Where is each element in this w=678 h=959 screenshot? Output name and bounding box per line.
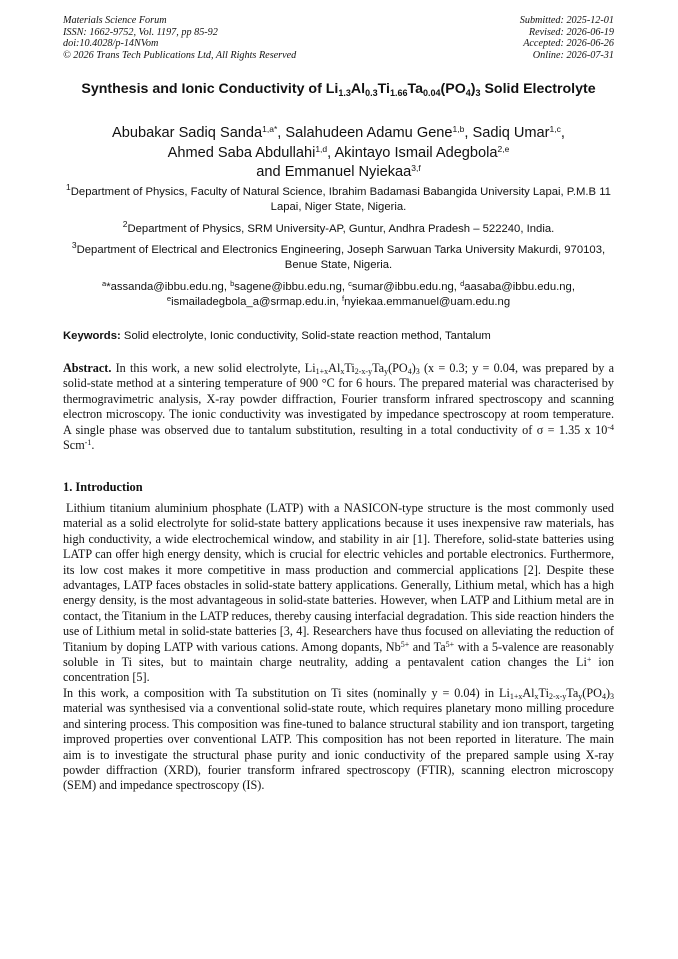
affiliation-2: $^2$Department of Physics, SRM University-AP, Guntur, Andhra Pradesh – 522240, India. — [122, 219, 555, 235]
email-list: $^a$*assanda@ibbu.edu.ng, $^b$sagene@ibbu.edu.ng, $^c$sumar@ibbu.edu.ng, $^d$aasaba@ibbu.edu.ng, $^e$ismailadegbola_a@srmap.edu.in, $^f$nyiekaa.emmanuel@uam.edu.ng — [102, 279, 575, 309]
email-link: sumar@ibbu.edu.ng, — [351, 281, 461, 293]
accepted-date: Accepted: 2026-06-26 — [523, 38, 614, 50]
intro-paragraph-2: In this work, a composition with Ta substitution on Ti sites (nominally y = 0.04) in $Li_{1+x}Al_xTi_{2-x-y}Ta_y(PO_4)_3$ material was synthesised via a conventional solid-state route, which requires planetary mono milling procedure and sintering process. This composition was fine-tuned to balance structural stability and ion transport, targeting improved properties over conventional LATP. This composition has not been reported in literature. The main aim is to investigate the structural phase purity and ionic conductivity of the prepared sample using X-ray powder diffraction (XRD), fourier transform infrared spectroscopy (FTIR), scanning electron microscopy (SEM) and impedance spectroscopy (IS). — [63, 685, 614, 793]
email-link: nyiekaa.emmanuel@uam.edu.ng — [344, 296, 511, 309]
email-link: sagene@ibbu.edu.ng, — [234, 281, 349, 293]
introduction-body — [63, 501, 614, 794]
email-link: *assanda@ibbu.edu.ng, — [106, 281, 231, 293]
author-name: Abubakar Sadiq Sanda — [112, 125, 263, 141]
author-name: and Emmanuel Nyiekaa — [256, 164, 412, 180]
intro-paragraph-1: Lithium titanium aluminium phosphate (LATP) with a NASICON-type structure is the most commonly used material as a solid electrolyte for solid-state battery applications because it uses inexpensive raw materials, has high conductivity, a wide electrochemical window, and stability in air [1]. Therefore, solid-state batteries using LATP can offer high energy density, which is crucial for electric vehicles and portable electronics. Furthermore, its low cost makes it more competitive in mass production and commercial applications [2]. Despite these advantages, LATP faces obstacles in solid-state battery applications. Generally, Lithium metal, which has a high energy density, is the most advantageous in solid-state batteries. However, when LATP and Lithium metal are in contact, the Titanium in the LATP reduces, thereby causing interfacial degradation. This side reaction hinders the use of Lithium metal in solid-state batteries [3, 4]. Researchers have thus focused on alleviating the reduction of Titanium by doping LATP with various cations. Among dopants, $Nb^{5+}$ and $Ta^{5+}$ with a 5-valence are reasonably soluble in Ti sites, but to maintain charge neutrality, adding a pentavalent cation changes the Li+ ion concentration [5]. — [63, 501, 614, 685]
abstract-label: Abstract. — [63, 361, 112, 375]
author-list — [63, 124, 614, 183]
keywords — [63, 329, 614, 343]
section-heading-introduction: 1. Introduction — [63, 480, 143, 494]
affiliation-1: $^1$Department of Physics, Faculty of Natural Science, Ibrahim Badamasi Babangida University Lapai, P.M.B 11 Lapai, Niger State, Nigeria. — [66, 182, 611, 214]
journal-name: Materials Science Forum — [63, 15, 167, 26]
copyright-line: © 2026 Trans Tech Publications Ltd, All Rights Reserved — [63, 49, 297, 61]
author-name: Akintayo Ismail Adegbola — [334, 144, 498, 161]
author-name: Salahudeen Adamu Gene — [285, 125, 453, 141]
author-line-1: Abubakar Sadiq Sanda$^{1,a*}$, Salahudeen Adamu Gene$^{1,b}$, Sadiq Umar$^{1,c}$, — [112, 124, 565, 141]
revised-date: Revised: 2026-06-19 — [528, 26, 614, 38]
doi-line: doi:10.4028/p-14NVom — [63, 38, 159, 50]
author-line-3: and Emmanuel Nyiekaa$^{3,f}$ — [256, 163, 421, 180]
dates-header — [520, 15, 614, 61]
abstract: Abstract. In this work, a new solid electrolyte, $Li_{1+x}Al_xTi_{2-x-y}Ta_y(PO_4)_3$ (x = 0.3; y = 0.04, was prepared by a solid-state method at a sintering temperature of 900 °C for 6 hours. The prepared material was characterised by thermogravimetric analysis, X-ray powder diffraction, Fourier transform infrared spectroscopy and scanning electron microscopy. The ionic conductivity was investigated by impedance spectroscopy at room temperature. A single phase was observed due to tantalum substitution, resulting in a total conductivity of σ = 1.35 x $10^{-4}$ Scm$^{-1}$. — [63, 361, 614, 453]
email-link: aasaba@ibbu.edu.ng, — [464, 281, 575, 293]
issn-line: ISSN: 1662-9752, Vol. 1197, pp 85-92 — [63, 26, 218, 38]
author-line-2: Ahmed Saba Abdullahi$^{1,d}$, Akintayo Ismail Adegbola$^{2,e}$ — [167, 143, 510, 161]
submitted-date: Submitted: 2025-12-01 — [519, 15, 614, 26]
keywords-label: Keywords: — [63, 330, 121, 342]
online-date: Online: 2026-07-31 — [532, 49, 614, 61]
author-name: Sadiq Umar — [472, 125, 550, 141]
paper-title: Synthesis and Ionic Conductivity of $Li_{1.3}Al_{0.3}Ti_{1.66}Ta_{0.04}(PO_4)_3$ Solid Electrolyte — [81, 81, 596, 98]
keywords-text: Solid electrolyte, Ionic conductivity, Solid-state reaction method, Tantalum — [120, 330, 491, 342]
affiliation-3: $^3$Department of Electrical and Electronics Engineering, Joseph Sarwuan Tarka University Makurdi, 970103, Benue State, Nigeria. — [71, 240, 606, 272]
author-name: Ahmed Saba Abdullahi — [167, 144, 316, 161]
journal-header — [63, 15, 296, 61]
email-link: ismailadegbola_a@srmap.edu.in, — [171, 296, 343, 309]
